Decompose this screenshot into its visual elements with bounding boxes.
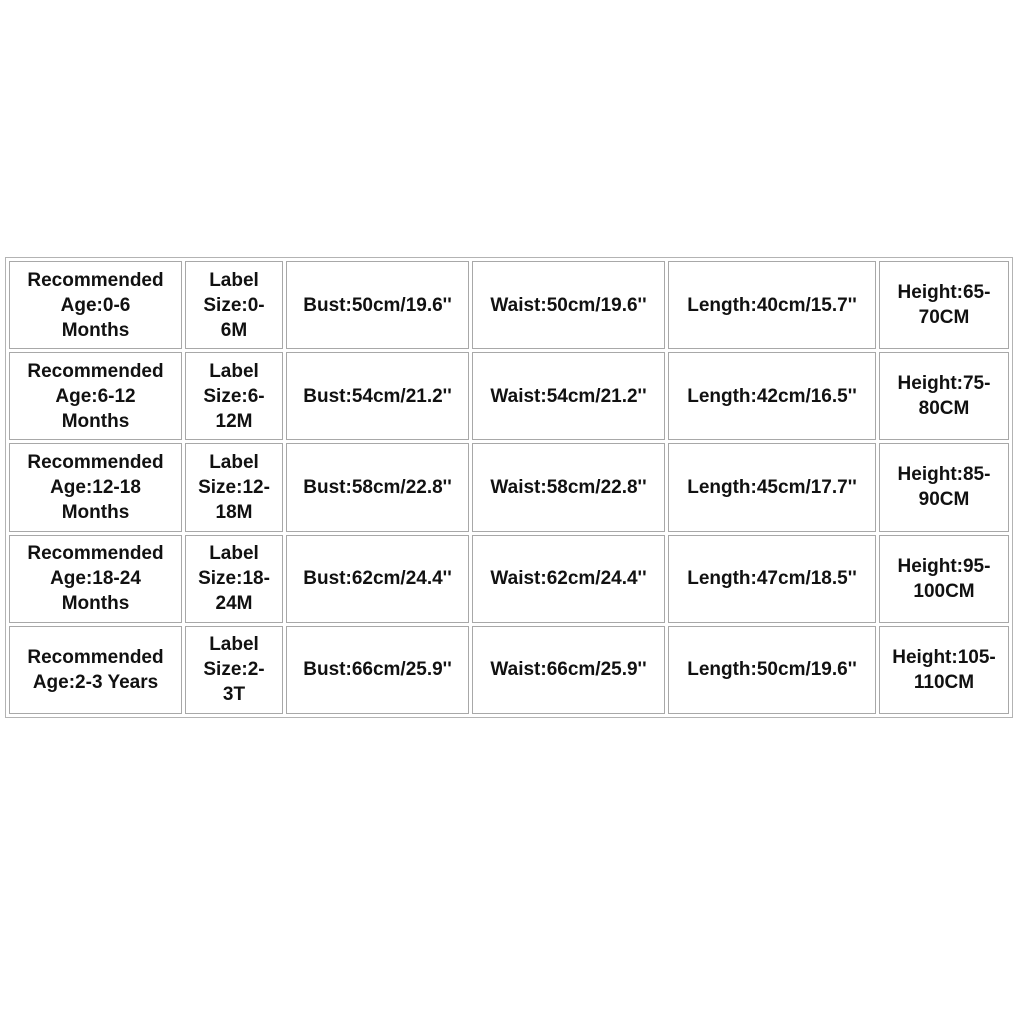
label-line: Size:2- <box>203 659 265 681</box>
age-line: Age:0-6 <box>60 294 131 316</box>
age-line: Age:2-3 Years <box>32 671 159 693</box>
label-line: Label <box>209 634 259 656</box>
table-row <box>9 261 1009 349</box>
label-line: 3T <box>222 684 246 706</box>
age-line: Recommended <box>27 646 164 668</box>
height-line: Height:95- <box>897 555 991 577</box>
label-line: Size:18- <box>198 568 270 590</box>
height-cell <box>879 443 1009 531</box>
waist-cell <box>472 443 665 531</box>
height-line: 90CM <box>918 489 970 511</box>
waist-text: Waist:66cm/25.9'' <box>490 659 647 681</box>
height-line: Height:65- <box>897 282 991 304</box>
length-text: Length:42cm/16.5'' <box>687 385 857 407</box>
bust-cell <box>286 535 469 623</box>
age-line: Age:12-18 <box>50 476 141 498</box>
label-cell <box>185 443 283 531</box>
bust-text: Bust:62cm/24.4'' <box>303 568 452 590</box>
age-cell <box>9 352 182 440</box>
label-line: Label <box>209 543 259 565</box>
height-line: 80CM <box>918 398 970 420</box>
length-text: Length:50cm/19.6'' <box>687 659 857 681</box>
table-row <box>9 352 1009 440</box>
label-cell <box>185 261 283 349</box>
bust-cell <box>286 443 469 531</box>
label-line: Size:0- <box>203 294 265 316</box>
bust-cell <box>286 352 469 440</box>
label-cell <box>185 626 283 714</box>
length-text: Length:47cm/18.5'' <box>687 568 857 590</box>
age-cell <box>9 261 182 349</box>
length-cell <box>668 261 876 349</box>
label-line: Label <box>209 451 259 473</box>
height-line: 70CM <box>918 307 970 329</box>
age-cell <box>9 626 182 714</box>
waist-cell <box>472 535 665 623</box>
bust-text: Bust:54cm/21.2'' <box>303 385 452 407</box>
label-line: 6M <box>220 319 248 341</box>
waist-text: Waist:54cm/21.2'' <box>490 385 647 407</box>
height-cell <box>879 261 1009 349</box>
waist-text: Waist:58cm/22.8'' <box>490 476 647 498</box>
age-line: Months <box>61 593 130 615</box>
table-row <box>9 443 1009 531</box>
size-chart-table <box>5 257 1013 718</box>
waist-cell <box>472 626 665 714</box>
height-cell <box>879 535 1009 623</box>
height-cell <box>879 626 1009 714</box>
label-line: 12M <box>215 410 253 432</box>
label-line: 24M <box>215 593 253 615</box>
length-cell <box>668 626 876 714</box>
label-cell <box>185 535 283 623</box>
age-line: Months <box>61 501 130 523</box>
length-cell <box>668 535 876 623</box>
label-line: Size:12- <box>198 476 270 498</box>
bust-cell <box>286 626 469 714</box>
length-cell <box>668 443 876 531</box>
table-row <box>9 626 1009 714</box>
age-cell <box>9 535 182 623</box>
waist-cell <box>472 261 665 349</box>
length-text: Length:40cm/15.7'' <box>687 294 857 316</box>
bust-text: Bust:66cm/25.9'' <box>303 659 452 681</box>
height-line: 110CM <box>913 671 975 693</box>
age-line: Age:6-12 <box>55 385 136 407</box>
bust-text: Bust:58cm/22.8'' <box>303 476 452 498</box>
age-line: Age:18-24 <box>50 568 141 590</box>
height-line: 100CM <box>913 580 975 602</box>
age-line: Recommended <box>27 269 164 291</box>
length-cell <box>668 352 876 440</box>
height-line: Height:105- <box>892 646 996 668</box>
age-line: Months <box>61 410 130 432</box>
age-line: Recommended <box>27 360 164 382</box>
waist-text: Waist:50cm/19.6'' <box>490 294 647 316</box>
label-cell <box>185 352 283 440</box>
age-line: Months <box>61 319 130 341</box>
height-cell <box>879 352 1009 440</box>
table-row <box>9 535 1009 623</box>
age-cell <box>9 443 182 531</box>
height-line: Height:85- <box>897 464 991 486</box>
bust-cell <box>286 261 469 349</box>
bust-text: Bust:50cm/19.6'' <box>303 294 452 316</box>
label-line: 18M <box>215 501 253 523</box>
age-line: Recommended <box>27 543 164 565</box>
label-line: Label <box>209 360 259 382</box>
size-chart-body <box>9 261 1009 714</box>
waist-text: Waist:62cm/24.4'' <box>490 568 647 590</box>
age-line: Recommended <box>27 451 164 473</box>
waist-cell <box>472 352 665 440</box>
label-line: Size:6- <box>203 385 265 407</box>
label-line: Label <box>209 269 259 291</box>
height-line: Height:75- <box>897 373 991 395</box>
length-text: Length:45cm/17.7'' <box>687 476 857 498</box>
